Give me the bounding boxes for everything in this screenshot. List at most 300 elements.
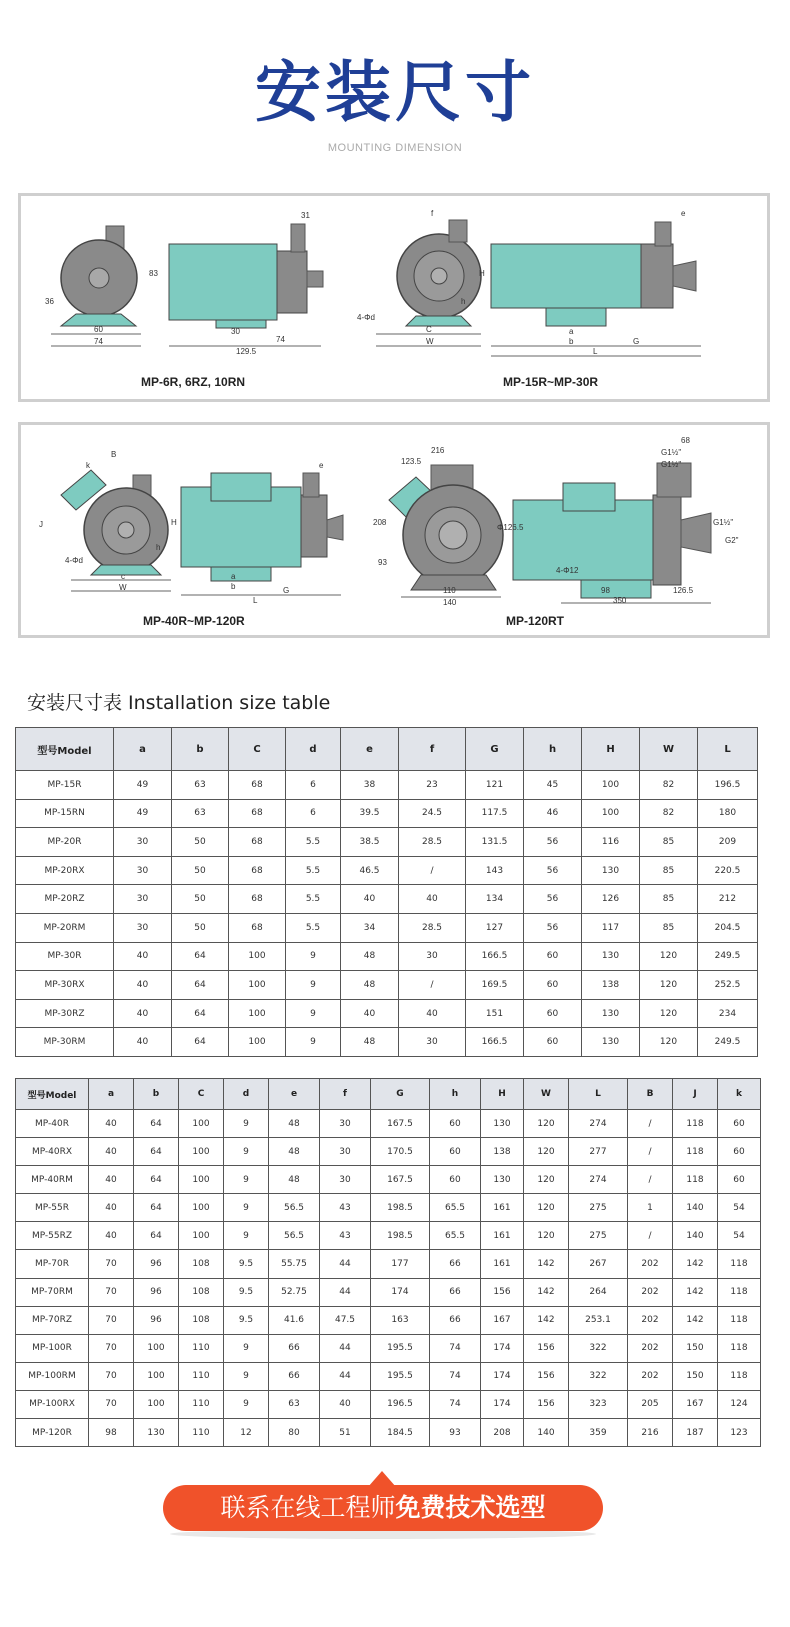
dim-label: 4-Φ12 (556, 566, 579, 575)
value-cell: 64 (134, 1194, 179, 1222)
value-cell: 82 (640, 771, 698, 800)
dim-label: 126.5 (673, 586, 694, 595)
value-cell: 202 (628, 1362, 673, 1390)
size-table-15r-30r (15, 727, 758, 1057)
dim-label: H (479, 269, 485, 278)
value-cell: 100 (229, 1028, 286, 1057)
value-cell: 30 (399, 1028, 466, 1057)
value-cell: 74 (430, 1334, 481, 1362)
dim-label: G1½" (713, 518, 734, 527)
dim-label: 93 (378, 558, 387, 567)
value-cell: 44 (320, 1278, 371, 1306)
dim-label: H (171, 518, 177, 527)
value-cell: 60 (524, 1028, 582, 1057)
table-row (16, 1110, 761, 1138)
value-cell: 54 (718, 1194, 761, 1222)
dim-label: 140 (443, 598, 457, 607)
value-cell: 93 (430, 1419, 481, 1447)
table-row (16, 1334, 761, 1362)
value-cell: 66 (269, 1362, 320, 1390)
value-cell: 30 (114, 856, 172, 885)
value-cell: 66 (269, 1334, 320, 1362)
value-cell: 156 (481, 1278, 524, 1306)
value-cell: 56.5 (269, 1222, 320, 1250)
value-cell: 163 (371, 1306, 430, 1334)
value-cell: 166.5 (466, 1028, 524, 1057)
value-cell: 96 (134, 1306, 179, 1334)
table-row (16, 999, 758, 1028)
value-cell: 174 (371, 1278, 430, 1306)
value-cell: 9 (286, 942, 341, 971)
value-cell: 9 (286, 1028, 341, 1057)
table-row (16, 1419, 761, 1447)
value-cell: 5.5 (286, 856, 341, 885)
value-cell: 161 (481, 1222, 524, 1250)
value-cell: 9 (286, 971, 341, 1000)
value-cell: 40 (89, 1194, 134, 1222)
value-cell: 50 (172, 856, 229, 885)
value-cell: 41.6 (269, 1306, 320, 1334)
model-cell: MP-40RM (16, 1166, 89, 1194)
value-cell: 100 (134, 1334, 179, 1362)
value-cell: 166.5 (466, 942, 524, 971)
model-cell: MP-70R (16, 1250, 89, 1278)
dim-label: f (431, 209, 434, 218)
value-cell: 9 (224, 1166, 269, 1194)
column-header: h (430, 1079, 481, 1110)
value-cell: 28.5 (399, 828, 466, 857)
value-cell: 60 (430, 1110, 481, 1138)
value-cell: 118 (718, 1334, 761, 1362)
value-cell: 100 (229, 999, 286, 1028)
pump-side-view-6r (169, 224, 323, 346)
value-cell: 28.5 (399, 913, 466, 942)
value-cell: 60 (718, 1110, 761, 1138)
value-cell: 50 (172, 885, 229, 914)
section-title: 安装尺寸表 Installation size table (27, 692, 331, 714)
value-cell: 100 (134, 1362, 179, 1390)
value-cell: 51 (320, 1419, 371, 1447)
value-cell: 100 (179, 1194, 224, 1222)
column-header: 型号Model (16, 728, 114, 771)
dim-label: 74 (94, 337, 103, 346)
value-cell: 322 (569, 1334, 628, 1362)
model-cell: MP-15R (16, 771, 114, 800)
value-cell: 174 (481, 1390, 524, 1418)
value-cell: 142 (524, 1278, 569, 1306)
value-cell: 40 (320, 1390, 371, 1418)
value-cell: 12 (224, 1419, 269, 1447)
value-cell: 9 (224, 1110, 269, 1138)
value-cell: 64 (134, 1138, 179, 1166)
value-cell: 80 (269, 1419, 320, 1447)
value-cell: 100 (229, 971, 286, 1000)
dim-label: G1½" (661, 460, 682, 469)
value-cell: 40 (89, 1138, 134, 1166)
column-header: W (640, 728, 698, 771)
value-cell: 249.5 (698, 1028, 758, 1057)
value-cell: 56 (524, 828, 582, 857)
value-cell: / (399, 856, 466, 885)
column-header: d (286, 728, 341, 771)
value-cell: 48 (269, 1110, 320, 1138)
table-row (16, 1166, 761, 1194)
value-cell: 198.5 (371, 1222, 430, 1250)
value-cell: 9.5 (224, 1306, 269, 1334)
value-cell: 60 (524, 999, 582, 1028)
value-cell: 9.5 (224, 1278, 269, 1306)
model-cell: MP-70RZ (16, 1306, 89, 1334)
column-header: f (399, 728, 466, 771)
value-cell: 52.75 (269, 1278, 320, 1306)
value-cell: 138 (582, 971, 640, 1000)
value-cell: 47.5 (320, 1306, 371, 1334)
table-row (16, 971, 758, 1000)
value-cell: 64 (172, 942, 229, 971)
column-header: J (673, 1079, 718, 1110)
model-cell: MP-30RM (16, 1028, 114, 1057)
dim-label: Φ126.5 (497, 523, 524, 532)
value-cell: 48 (269, 1138, 320, 1166)
value-cell: 54 (718, 1222, 761, 1250)
value-cell: 274 (569, 1166, 628, 1194)
value-cell: 108 (179, 1250, 224, 1278)
value-cell: 40 (399, 999, 466, 1028)
value-cell: 156 (524, 1334, 569, 1362)
value-cell: 170.5 (371, 1138, 430, 1166)
value-cell: 44 (320, 1362, 371, 1390)
value-cell: 205 (628, 1390, 673, 1418)
value-cell: 30 (320, 1138, 371, 1166)
model-cell: MP-20RM (16, 913, 114, 942)
value-cell: 142 (673, 1278, 718, 1306)
value-cell: 70 (89, 1250, 134, 1278)
model-cell: MP-40R (16, 1110, 89, 1138)
value-cell: 130 (481, 1166, 524, 1194)
banner-text-bold: 免费技术选型 (395, 1493, 546, 1522)
value-cell: 140 (673, 1194, 718, 1222)
value-cell: 43 (320, 1194, 371, 1222)
value-cell: 323 (569, 1390, 628, 1418)
value-cell: 198.5 (371, 1194, 430, 1222)
value-cell: 130 (582, 942, 640, 971)
value-cell: 161 (481, 1250, 524, 1278)
value-cell: 50 (172, 828, 229, 857)
value-cell: 120 (640, 999, 698, 1028)
value-cell: 131.5 (466, 828, 524, 857)
value-cell: 45 (524, 771, 582, 800)
dim-label: h (156, 543, 161, 552)
diagram-caption-120rt: MP-120RT (506, 614, 565, 628)
value-cell: 85 (640, 913, 698, 942)
value-cell: 167 (673, 1390, 718, 1418)
pump-front-view-120rt (389, 465, 503, 597)
value-cell: 9.5 (224, 1250, 269, 1278)
value-cell: 187 (673, 1419, 718, 1447)
dim-label: L (253, 596, 258, 605)
value-cell: 277 (569, 1138, 628, 1166)
value-cell: 117 (582, 913, 640, 942)
value-cell: 100 (179, 1166, 224, 1194)
value-cell: 121 (466, 771, 524, 800)
value-cell: 30 (399, 942, 466, 971)
value-cell: 63 (172, 771, 229, 800)
model-cell: MP-55R (16, 1194, 89, 1222)
value-cell: 6 (286, 799, 341, 828)
dim-label: c (121, 572, 125, 581)
value-cell: 196.5 (698, 771, 758, 800)
value-cell: 85 (640, 885, 698, 914)
value-cell: 5.5 (286, 913, 341, 942)
dim-label: 350 (613, 596, 627, 605)
table-row (16, 885, 758, 914)
value-cell: 167.5 (371, 1166, 430, 1194)
value-cell: 110 (179, 1334, 224, 1362)
value-cell: 142 (673, 1250, 718, 1278)
value-cell: 264 (569, 1278, 628, 1306)
value-cell: 275 (569, 1222, 628, 1250)
dim-label: 98 (601, 586, 610, 595)
column-header: f (320, 1079, 371, 1110)
dim-label: 60 (94, 325, 103, 334)
value-cell: 100 (179, 1222, 224, 1250)
value-cell: 118 (673, 1110, 718, 1138)
value-cell: 64 (134, 1222, 179, 1250)
dim-label: W (119, 583, 127, 592)
dim-label: a (231, 572, 236, 581)
model-cell: MP-120R (16, 1419, 89, 1447)
value-cell: 96 (134, 1278, 179, 1306)
column-header: C (229, 728, 286, 771)
value-cell: 140 (524, 1419, 569, 1447)
dim-label: e (681, 209, 686, 218)
value-cell: 110 (179, 1419, 224, 1447)
value-cell: 49 (114, 771, 172, 800)
dim-label: 208 (373, 518, 387, 527)
value-cell: 275 (569, 1194, 628, 1222)
value-cell: 124 (718, 1390, 761, 1418)
dim-label: 30 (231, 327, 240, 336)
value-cell: 156 (524, 1362, 569, 1390)
value-cell: 100 (229, 942, 286, 971)
value-cell: 60 (430, 1166, 481, 1194)
dim-label: J (39, 520, 43, 529)
value-cell: 9 (224, 1362, 269, 1390)
column-header: L (569, 1079, 628, 1110)
value-cell: 66 (430, 1250, 481, 1278)
table-row (16, 1250, 761, 1278)
value-cell: 252.5 (698, 971, 758, 1000)
value-cell: 40 (89, 1110, 134, 1138)
value-cell: 120 (640, 942, 698, 971)
value-cell: 56 (524, 913, 582, 942)
value-cell: 65.5 (430, 1222, 481, 1250)
value-cell: 56 (524, 885, 582, 914)
value-cell: 120 (524, 1194, 569, 1222)
dim-label: G1½" (661, 448, 682, 457)
value-cell: 60 (524, 942, 582, 971)
value-cell: 253.1 (569, 1306, 628, 1334)
dim-label: e (319, 461, 324, 470)
value-cell: 9 (224, 1222, 269, 1250)
value-cell: 64 (134, 1166, 179, 1194)
dim-label: 68 (681, 436, 690, 445)
value-cell: 56.5 (269, 1194, 320, 1222)
column-header: d (224, 1079, 269, 1110)
table-row (16, 1138, 761, 1166)
value-cell: 234 (698, 999, 758, 1028)
table-row (16, 942, 758, 971)
column-header: e (341, 728, 399, 771)
value-cell: 359 (569, 1419, 628, 1447)
value-cell: 60 (430, 1138, 481, 1166)
model-cell: MP-20R (16, 828, 114, 857)
value-cell: 220.5 (698, 856, 758, 885)
column-header: k (718, 1079, 761, 1110)
value-cell: 249.5 (698, 942, 758, 971)
value-cell: 9 (224, 1334, 269, 1362)
value-cell: 49 (114, 799, 172, 828)
value-cell: 96 (134, 1250, 179, 1278)
value-cell: 60 (718, 1138, 761, 1166)
value-cell: 120 (524, 1222, 569, 1250)
value-cell: 40 (114, 999, 172, 1028)
value-cell: 56 (524, 856, 582, 885)
value-cell: 70 (89, 1278, 134, 1306)
dim-label: 216 (431, 446, 445, 455)
value-cell: 30 (114, 885, 172, 914)
table-row (16, 1194, 761, 1222)
value-cell: 60 (524, 971, 582, 1000)
value-cell: 110 (179, 1390, 224, 1418)
diagram-caption-15r: MP-15R~MP-30R (503, 375, 599, 389)
diagram-panel-large-pumps (18, 422, 770, 638)
pump-side-view-15r (491, 222, 701, 356)
value-cell: 120 (524, 1110, 569, 1138)
value-cell: 142 (673, 1306, 718, 1334)
value-cell: 143 (466, 856, 524, 885)
value-cell: 74 (430, 1390, 481, 1418)
value-cell: 161 (481, 1194, 524, 1222)
value-cell: 204.5 (698, 913, 758, 942)
value-cell: 118 (718, 1362, 761, 1390)
value-cell: 64 (172, 971, 229, 1000)
size-table-40r-120r (15, 1078, 761, 1447)
value-cell: 30 (114, 913, 172, 942)
dim-label: B (111, 450, 117, 459)
value-cell: 24.5 (399, 799, 466, 828)
table-row (16, 1390, 761, 1418)
value-cell: 196.5 (371, 1390, 430, 1418)
dim-label: 110 (443, 586, 456, 595)
value-cell: / (628, 1138, 673, 1166)
value-cell: 23 (399, 771, 466, 800)
value-cell: 30 (320, 1110, 371, 1138)
value-cell: 167 (481, 1306, 524, 1334)
column-header: b (134, 1079, 179, 1110)
value-cell: 100 (582, 771, 640, 800)
value-cell: 151 (466, 999, 524, 1028)
model-cell: MP-30RZ (16, 999, 114, 1028)
value-cell: 63 (172, 799, 229, 828)
diagram-panel-small-pumps (18, 193, 770, 402)
value-cell: 140 (673, 1222, 718, 1250)
dim-label: 4-Φd (65, 556, 83, 565)
value-cell: 108 (179, 1278, 224, 1306)
value-cell: 150 (673, 1334, 718, 1362)
value-cell: 64 (134, 1110, 179, 1138)
value-cell: 40 (114, 1028, 172, 1057)
value-cell: 40 (114, 971, 172, 1000)
value-cell: 118 (718, 1306, 761, 1334)
value-cell: 68 (229, 856, 286, 885)
value-cell: 169.5 (466, 971, 524, 1000)
dim-label: G (633, 337, 640, 346)
value-cell: 9 (224, 1390, 269, 1418)
value-cell: / (628, 1110, 673, 1138)
value-cell: 68 (229, 799, 286, 828)
diagram-small-pumps (21, 196, 767, 399)
dim-label: G (283, 586, 290, 595)
value-cell: 184.5 (371, 1419, 430, 1447)
value-cell: 100 (179, 1138, 224, 1166)
value-cell: 82 (640, 799, 698, 828)
value-cell: 5.5 (286, 828, 341, 857)
value-cell: 40 (341, 999, 399, 1028)
value-cell: 120 (640, 1028, 698, 1057)
table-row (16, 799, 758, 828)
value-cell: 212 (698, 885, 758, 914)
value-cell: 46.5 (341, 856, 399, 885)
model-cell: MP-70RM (16, 1278, 89, 1306)
column-header: 型号Model (16, 1079, 89, 1110)
value-cell: 174 (481, 1334, 524, 1362)
value-cell: 180 (698, 799, 758, 828)
value-cell: 40 (341, 885, 399, 914)
value-cell: 142 (524, 1250, 569, 1278)
value-cell: 202 (628, 1278, 673, 1306)
table-row (16, 913, 758, 942)
value-cell: 68 (229, 885, 286, 914)
banner-text-regular: 联系在线工程师 (220, 1493, 396, 1522)
value-cell: 40 (114, 942, 172, 971)
model-cell: MP-30R (16, 942, 114, 971)
dim-label: k (86, 461, 90, 470)
value-cell: 63 (269, 1390, 320, 1418)
model-cell: MP-40RX (16, 1138, 89, 1166)
value-cell: 34 (341, 913, 399, 942)
value-cell: 55.75 (269, 1250, 320, 1278)
value-cell: 6 (286, 771, 341, 800)
value-cell: 118 (718, 1250, 761, 1278)
model-cell: MP-15RN (16, 799, 114, 828)
value-cell: / (628, 1166, 673, 1194)
page-subtitle: MOUNTING DIMENSION (327, 142, 463, 154)
value-cell: 70 (89, 1362, 134, 1390)
value-cell: 30 (114, 828, 172, 857)
value-cell: 120 (640, 971, 698, 1000)
value-cell: 126 (582, 885, 640, 914)
model-cell: MP-30RX (16, 971, 114, 1000)
value-cell: 48 (341, 1028, 399, 1057)
diagram-caption-6r: MP-6R, 6RZ, 10RN (141, 375, 246, 389)
value-cell: 177 (371, 1250, 430, 1278)
model-cell: MP-100RM (16, 1362, 89, 1390)
value-cell: 130 (582, 999, 640, 1028)
value-cell: 156 (524, 1390, 569, 1418)
value-cell: 9 (286, 999, 341, 1028)
consult-engineer-banner[interactable] (163, 1485, 603, 1531)
